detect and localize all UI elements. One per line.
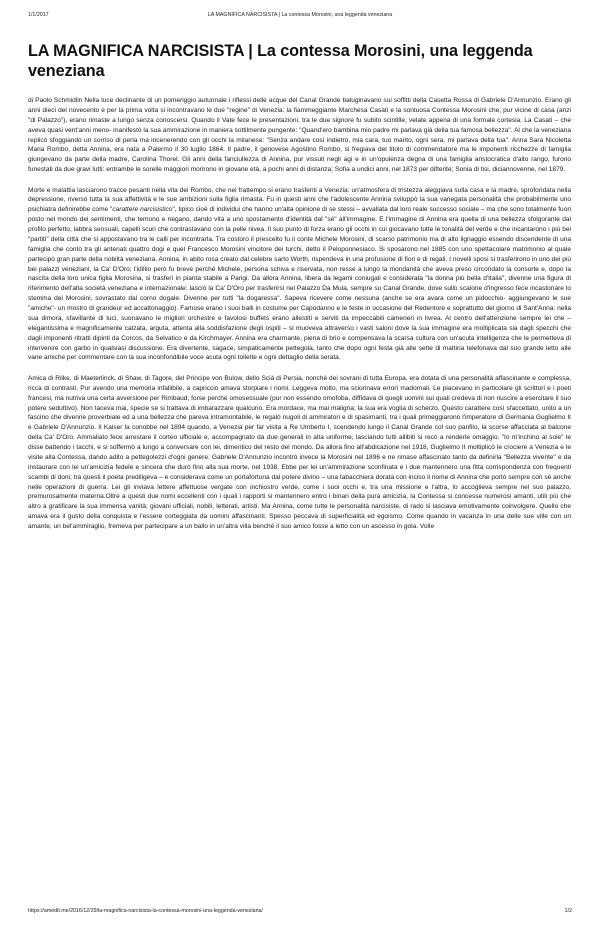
paragraph-2-text-a: Morte e malattia lasciarono tracce pesanti nella vita dei Rombo, che nel frattempo si erano trasferiti a Venezia: un'atmosfera di tristezza aleggiava sulla casa e la madre, sprofondata nella depressione, riversò tutta la sua affettività e le sue ambizioni sulla figlia rimasta. Fu in questi anni che l'adolescente Annina sviluppò la sua variegata personalità che probabilmente uno psichiatra definirebbe come ": [28, 186, 571, 214]
print-header: [28, 11, 572, 19]
article-title: LA MAGNIFICA NARCISISTA | La contessa Morosini, una leggenda veneziana: [28, 42, 533, 80]
page-number: 1/2: [564, 908, 572, 914]
article-body: [28, 96, 571, 543]
print-date: 1/1/2017: [28, 12, 49, 18]
paragraph-2-emphasis: carattere narcisistico: [112, 206, 173, 214]
article-paragraph-1: di Paolo Schmidlin Nella luce declinante di un pomeriggio autunnale i riflessi delle acque del Canal Grande baluginavano sui soffitti della Casetta Rossa di Gabriele D'Annunzio. Erano gli anni dieci del novecento e per la prima volta si incontravano le due "regine" di Venezia: la fiammeggiante Marchesa Casati e la sontuosa Contessa Morosini che, pur vicine di casa (anzi "di Palazzo"), erano rimaste a lungo senza conoscersi. Quando il Vate fece le presentazioni, tra le due signore fu subito scintille, velate appena di una formale cortesia. La Casati – che aveva quasi vent'anni meno- manifestò la sua ammirazione in maniera sottilmente pungente: "Quand'ero bambina mio padre mi parlava già della tua famosa bellezza". Al che la veneziana replicò sfoggiando un sorriso di perla ma incenerendo con gli occhi la milanese: "Senza andare così indietro, mia cara, tuo marito, ogni sera, mi parlava della tua". Anna Sara Nicoletta Maria Rombo, detta Annina, era nata a Palermo il 30 luglio 1864. Il padre, il genovese Agostino Rombo, si fregiava del titolo di commendatore ma le imponenti ricchezze di famiglia giungevano da parte della madre, Carolina Thorel. Gli anni della fanciullezza di Annina, pur vissuti negli agi e in un'opulenza degna di una famiglia aristocratica d'alto rango, furono funestati da due gravi lutti: entrambe le sorelle maggiori morirono in giovane età, a pochi anni di distanza; Sofia a undici anni, nel 1873 per difterite; Sonia di tisi, diciannovenne, nel 1879.: [28, 97, 571, 174]
print-page-title: LA MAGNIFICA NARCISISTA | La contessa Morosini, una leggenda veneziana: [207, 12, 393, 18]
paragraph-2-text-b: ", tipico cioè di individui che hanno un'alta opinione di se stessi – avvallata dal loro reale successo sociale – ma che sono totalmente fuori posto nel mondo dei sentimenti, che temono e negano, dando vita a uno spostamento d'identità dal "sé" all'immagine. E l'immagine di Annina era quella di una bellezza sfolgorante dal profilo perfetto, labbra sensuali, capelli scuri che contrastavano con la pelle nivea. Il suo punto di forza erano gli occhi in cui giocavano tutte le tonalità del verde e che incantarono i più bei "partiti" della città che si appostavano tra le calli per incontrarla. Tra costoro il prescelto fu il conte Michele Morosini, di scarso patrimonio ma di alto lignaggio essendo discendente di una famiglia che contò tra gli antenati quattro dogi e quel Francesco Morosini vincitore dei turchi, detto il Peloponnesiaco. Si sposarono nel 1885 con uno spettacolare matrimonio al quale partecipò gran parte della nobiltà veneziana. Annina, in abito rosa creato dal celebre sarto Worth, rispendeva in una profusione di fiori e di regali. I novelli sposi si trasferirono in uno dei più bei palazzi veneziani, la Ca' D'Oro; l'idillio però fu breve perché Michele, persona schiva e riservata, non resse a lungo la mondanità che aveva preso circondato la consorte e, dopo la nascita della loro unica figlia Morosina, si trasferì in pianta stabile a Parigi. Da allora Annina, libera da legami coniugali e considerata "la donna più bella d'Italia", divenne una figura di riferimento dell'alta società veneziana e internazionale: lasciò la Ca' D'Oro per trasferirsi nel Palazzo Da Mula, sempre su Canal Grande, dove sullo scalone d'ingresso fece incastonare lo stemma dei Morosini, sovrastato dal corno dogale. Divenne per tutti "la dogaressa". Sapeva ricevere come nessuna (anche se era avara come un pidocchio- aggiungevano le sue "amiche"- un mostro di grandeur ed accattonaggio). Famose erano i suoi balli in costume per Capodanno e le feste in occasione del Redentore e soprattutto del giorno di Sant'Anna: nella sua dimora, sfavillante di luci, suonavano le migliori orchestre e favolosi buffets erano allestiti e serviti da impeccabili camerieri in livrea. Al centro dell'attenzione sempre lei che – elegantissima e magnificamente calzata, arguta, attenta alla soddisfazione degli ospiti – si muoveva attraverso i vasti saloni dove la sua immagine era moltiplicata sia dagli specchi che dagli imponenti ritratti dipinti da Corcos, da Selvatico e da Kirchmayer. Annina era charmante, piena di brio e compensava la scarsa cultura con un'acuta intelligenza che le permetteva di intervenire con garbo in qualsiasi discussione. Era divertente, sagace, simpaticamente pettegola, tanto che dopo ogni festa già alle sette di mattina telefonava dal suo grande letto alle varie amiche per commentare con la sua inconfondibile voce acuta ogni toilette e ogni dettaglio della serata.: [28, 206, 571, 362]
print-footer: [28, 907, 572, 915]
article-paragraph-3: Amica di Rilke, di Maeterlinck, di Shaw, di Tagore, del Principe von Bulow, dello Scià di Persia, nonché dei sovrani di tutta Europa, era dotata di una personalità affascinante e complessa, ricca di contrasti. Pur avendo una memoria infallibile, a capriccio amava storpiare i nomi. Leggeva molto, ma sciorinava errori madornali. Le piacevano in particolare gli scrittori e i poeti francesi, ma nutriva una certa avversione per Rimbaud, forse perché omosessuale (pur non essendo omofoba, diffidava di quegli uomini sui quali credeva di non riuscire a esercitare il suo potere seduttivo). Non taceva mai, specie se si trattava di imbarazzare qualcuno. Era mordace, ma mai maligna; la sua era voglia di scherzo. Questo carattere così sfaccettato, unito a un fascino che divenne proverbiale ed a una bellezza che pareva intramontabile, le regalò nugoli di ammiratori e di spasimanti, tra i quali primeggiarono l'imperatore di Germania Guglielmo II e Gabriele D'Annunzio. Il Kaiser la conobbe nel 1894 quando, a Venezia per far visita a Re Umberto I, scendendo lungo il Canal Grande col suo panfilo, la scorse affacciata al balcone della Ca' D'Oro. Ammaliato fece arrestare il corteo ufficiale e, accompagnato da due generali in alta uniforme, lasciando tutti allibiti si recò a renderle omaggio. "Io m'inchino al sole" le disse battendo i tacchi, e si soffermò a lungo a conversare con lei, dimentico del resto del mondo. Da allora fino all'abdicazione nel 1918, Guglielmo II moltiplicò le crociere a Venezia e le visite alla Contessa, dando adito a pettegolezzi d'ogni genere. Gabriele D'Annunzio incontrò invece la Morosini nel 1896 e ne rimase affascinato tanto da definirla "Bellezza vivente" e da instaurare con lei un'amicizia fedele e sincera che durò fino alla sua morte, nel 1938. Ebbe per lei un'ammirazione sconfinata e i due mantennero una fitta corrispondenza con frequenti scambi di doni; tra questi il poeta prediligeva – e considerava come un portafortuna dal potere divino – una tabacchiera dorata con inciso il nome di Annina che portò sempre con sé anche nelle operazioni di guerra. Lei gli inviava lettere affettuose vergate con inchiostro verde, come i suoi occhi e, tra una missione e l'altra, lo accoglieva sempre nel suo palazzo, premurosamente materna.Oltre a questi due nomi eccellenti con i quali i rapporti si mantennero entro i binari della pura amicizia, la Contessa si concesse numerosi amanti, utili più che altro a gratificare la sua immensa vanità; giovani ufficiali, nobili, letterati, artisti. Ma Annina, come tutte le personalità narcisiste, di rado si lasciava emotivamente coinvolgere. Quello che amava era il gusto della conquista e l'essere corteggiata da uomini affascinanti. Spesso peccava di superficialità ed egoismo. Come quando in vacanza in una delle sue ville con un amante, un bel'ammiraglio, fremeva per partecipare a un ballo in un'altra villa benché il suo amico fosse a letto con un ascesso in gola. Volle: [28, 374, 571, 531]
source-url[interactable]: https://amedit.me/2016/12/29/la-magnifica-narcisista-la-contessa-morosini-una-leggenda-veneziana/: [28, 908, 263, 914]
article-paragraph-2: [28, 186, 571, 364]
